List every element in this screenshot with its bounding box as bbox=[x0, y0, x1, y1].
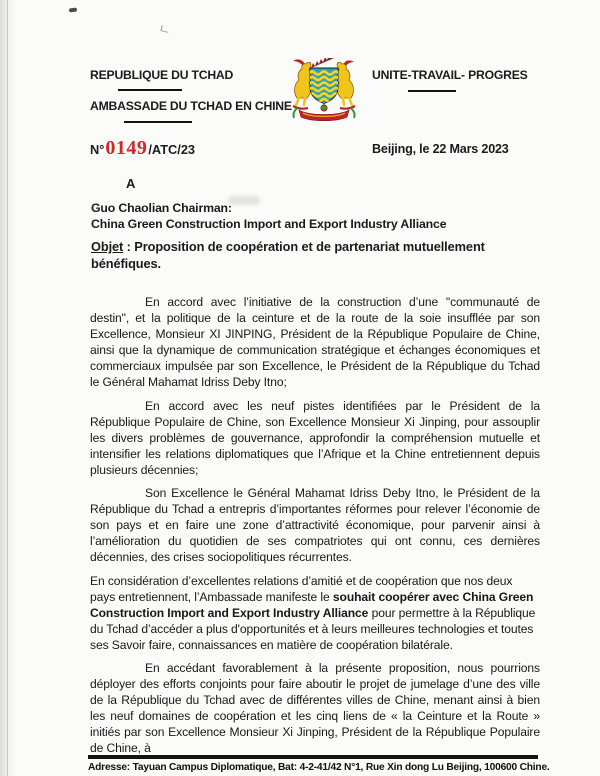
body-paragraph-5: En accédant favorablement à la présente proposition, nous pourrions déployer des efforts conjoints pour faire aboutir le projet de jumelage d’une des ville de la République du Tchad avec de différentes villes de Chine, menant ainsi à bien les neuf domaines de coopération et les cinq liens de « la Ceinture et la Route » initiés par son Excellence Monsieur Xi Jinping, Président de la République Populaire de Chine, à bbox=[90, 660, 540, 756]
subject-line bbox=[91, 239, 523, 272]
letterhead-left bbox=[90, 68, 292, 123]
lion-supporter bbox=[337, 60, 355, 108]
paragraph-4-text: pour permettre à la République du Tchad d’accéder a plus d'opportunités et à leurs meilleures technologies et toutes ses Savoir faire, connaissances en matière de coopération bilatérale. bbox=[90, 605, 536, 652]
ink-speck-artifact bbox=[69, 7, 77, 12]
reference-prefix: N° bbox=[90, 142, 105, 157]
body-paragraph-3: Son Excellence le Général Mahamat Idriss Deby Itno, le Président de la République du Tchad a entrepris d’importantes réformes pour relever l’économie de son pays et en faire une zone d’attractivité économique, pour parvenir ainsi à l’amélioration du quotidien de ses compatriotes qui ont connu, ces dernières décennies, des crises sociopolitiques récurrentes. bbox=[90, 486, 540, 565]
republic-title: REPUBLIQUE DU TCHAD bbox=[90, 68, 234, 82]
chad-coat-of-arms-icon bbox=[285, 58, 363, 124]
republic-underline bbox=[118, 89, 182, 91]
scan-edge-line-artifact bbox=[7, 0, 8, 776]
body-paragraph-1: En accord avec l’initiative de la construction d’une "communauté de destin", et la politique de la ceinture et de la route de la soie insufflée par son Excellence, Monsieur XI JINPING, Président de la République Populaire de Chine, ainsi que la dynamique de communication stratégique et échanges économiques et commerciaux impulsée par son Excellence, le Président de la République du Tchad le Général Mahamat Idriss Deby Itno; bbox=[90, 295, 540, 390]
goat-supporter bbox=[293, 59, 311, 108]
reference-digits: 0149 bbox=[105, 137, 148, 159]
paragraph-4-bold-text: souhait coopérer avec China Green Construction Import and Export Industry Alliance bbox=[90, 589, 534, 620]
motto-title: UNITE-TRAVAIL- PROGRES bbox=[372, 68, 528, 82]
embassy-underline bbox=[124, 121, 192, 123]
rising-sun bbox=[311, 58, 339, 68]
motto-underline bbox=[408, 90, 456, 92]
reference-suffix: /ATC/23 bbox=[148, 142, 196, 157]
scan-edge-artifact bbox=[0, 0, 16, 776]
embassy-title: AMBASSADE DU TCHAD EN CHINE bbox=[90, 99, 292, 113]
body-paragraph-2: En accord avec les neuf pistes identifiées par le Président de la République Populaire de Chine, son Excellence Monsieur Xi Jinping, pour assouplir les divers problèmes de gouvernance, approfondir la compréhension mutuelle et intensifier les relations diplomatiques que l’Afrique et la Chine entretiennent depuis plusieurs décennies; bbox=[90, 398, 540, 477]
letter-body bbox=[90, 294, 540, 764]
body-paragraph-4 bbox=[90, 573, 540, 653]
ink-speck-artifact bbox=[160, 25, 169, 33]
footer-rule bbox=[88, 755, 538, 759]
letterhead-right bbox=[372, 68, 528, 92]
recipient-salutation: A bbox=[126, 176, 136, 191]
subject-label: Objet bbox=[91, 239, 124, 254]
paragraph-4-text: En considération d’excellentes relations d’amitié et de coopération que nos deux pays entretiennent, l’Ambassade manifeste le bbox=[90, 573, 513, 604]
recipient-name: Guo Chaolian Chairman: bbox=[91, 201, 232, 215]
date-line: Beijing, le 22 Mars 2023 bbox=[372, 142, 509, 156]
subject-text: : Proposition de coopération et de partenariat mutuellement bénéfiques. bbox=[91, 239, 485, 271]
reference-number bbox=[90, 137, 195, 160]
medal bbox=[321, 105, 327, 111]
recipient-organization: China Green Construction Import and Export Industry Alliance bbox=[91, 216, 447, 231]
recipient-block bbox=[91, 201, 446, 232]
motto-ribbon bbox=[299, 110, 349, 121]
footer-address: Adresse: Tayuan Campus Diplomatique, Bat: 4-2-41/42 N°1, Rue Xin dong Lu Beijing, 100600 Chine. bbox=[88, 762, 550, 773]
